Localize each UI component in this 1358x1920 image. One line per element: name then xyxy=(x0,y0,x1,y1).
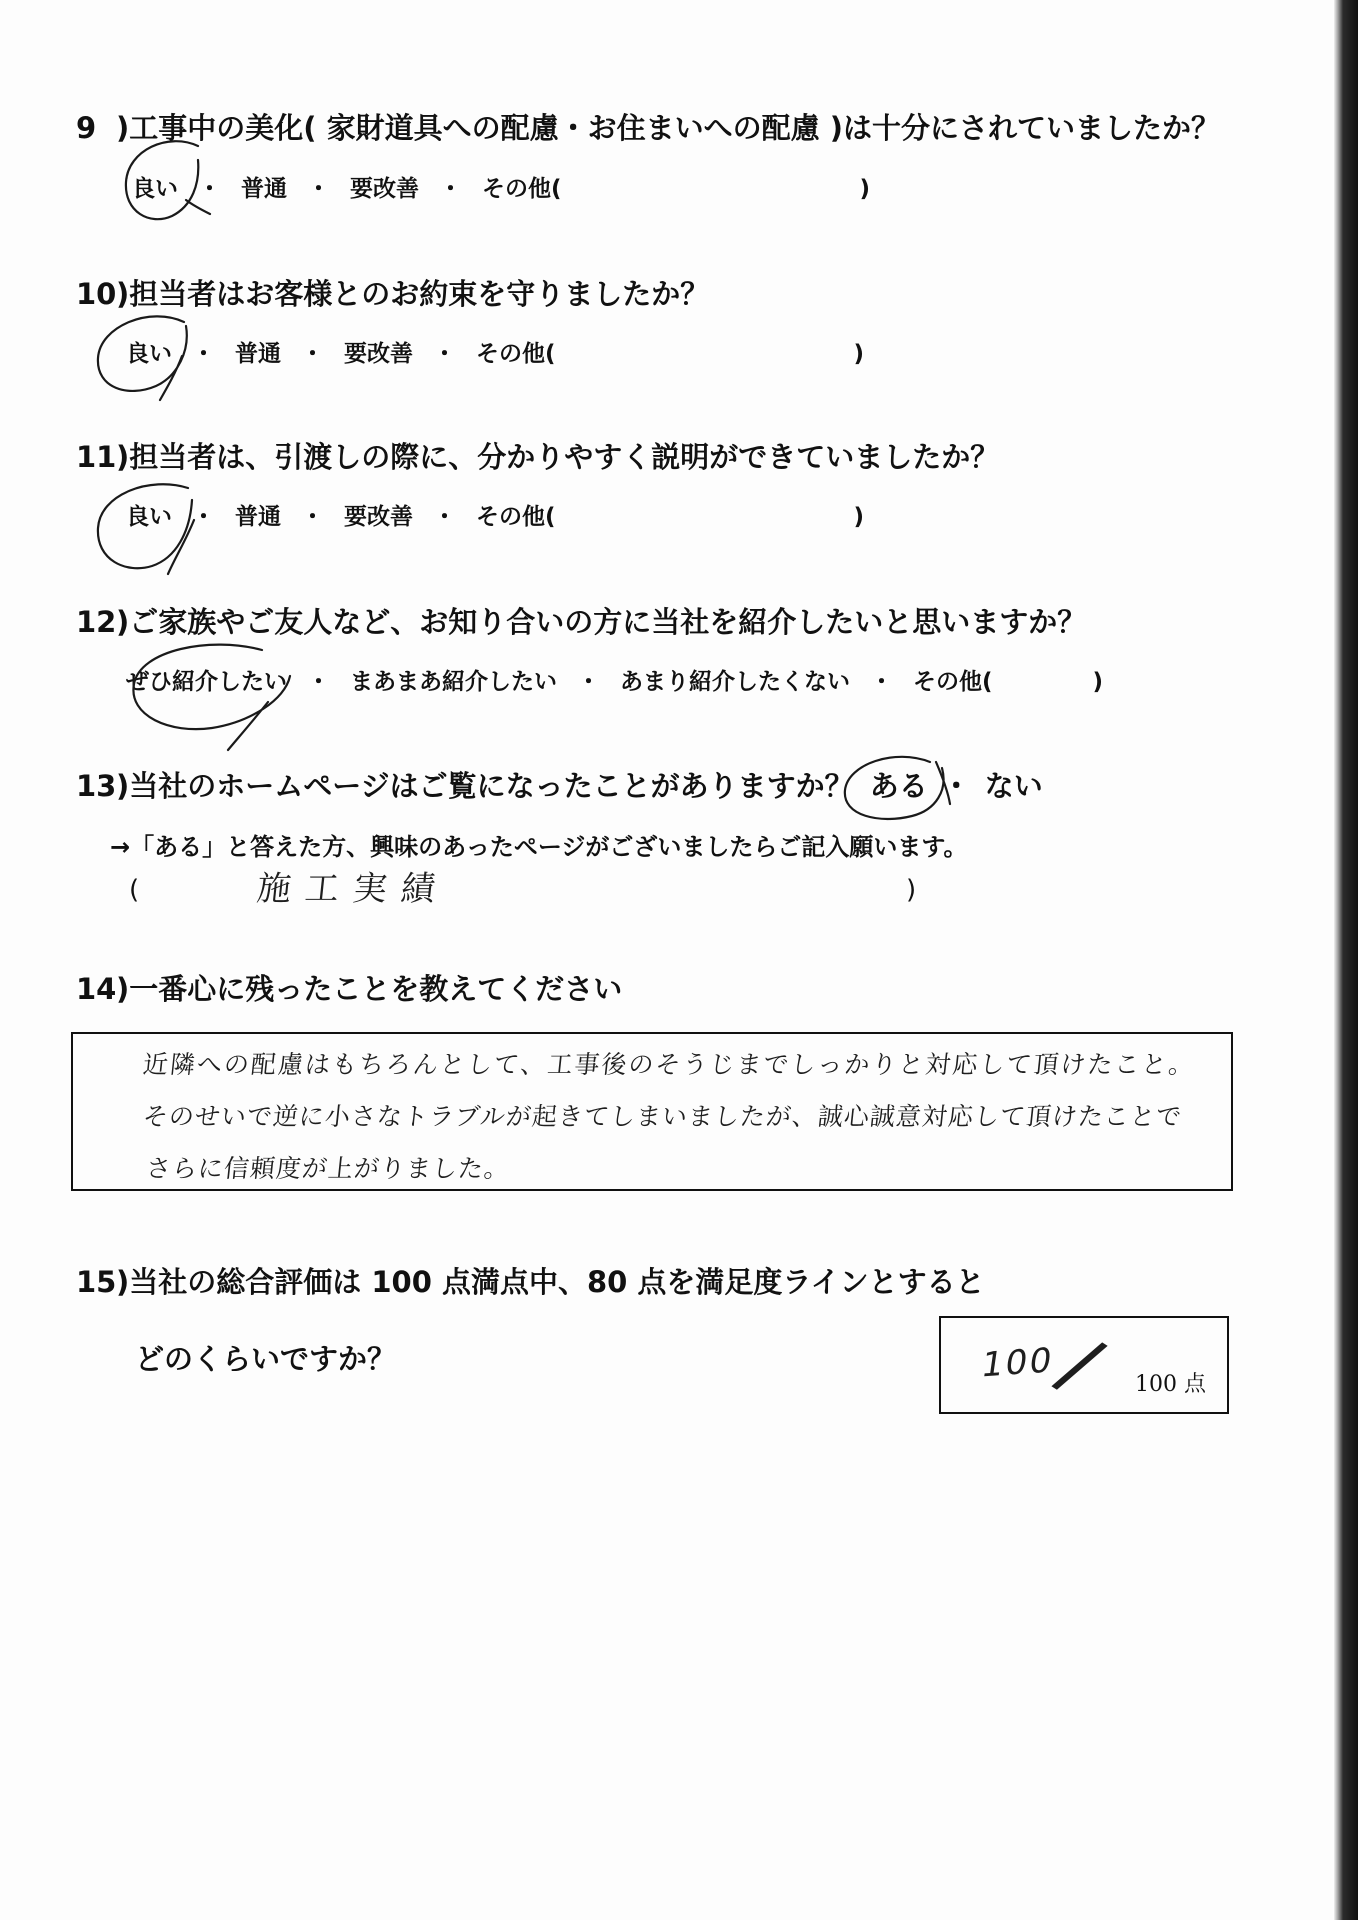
question-text: )ご家族やご友人など、お知り合いの方に当社を紹介したいと思いますか？ xyxy=(116,605,1087,639)
option-separator: ・ xyxy=(192,341,215,367)
option-normal: 普通 xyxy=(235,504,281,530)
option-other: その他( xyxy=(476,504,556,530)
question-number: 14 xyxy=(76,972,117,1006)
question-13-followup: →「ある」と答えた方、興味のあったページがございましたらご記入願います。 xyxy=(110,833,968,861)
option-separator: ・ xyxy=(577,669,600,695)
question-number: 12 xyxy=(76,605,117,639)
handwritten-comment-line: さらに信頼度が上がりました。 xyxy=(144,1154,512,1183)
option-good: 良い xyxy=(126,504,172,530)
question-14-heading xyxy=(76,972,623,1006)
option-normal: 普通 xyxy=(235,341,281,367)
close-paren: ) xyxy=(853,341,865,367)
option-separator: ・ xyxy=(433,504,456,530)
option-yes: ある xyxy=(869,769,928,803)
option-other: その他( xyxy=(482,176,562,202)
handwritten-answer: 施工実績 xyxy=(254,869,452,909)
question-10-heading xyxy=(76,277,710,311)
option-good: 良い xyxy=(132,176,178,202)
handwritten-score: 100 xyxy=(978,1340,1057,1386)
option-separator: ・ xyxy=(301,504,324,530)
question-text: )当社の総合評価は 100 点満点中、80 点を満足度ラインとすると xyxy=(116,1265,985,1299)
option-needs-improvement: 要改善 xyxy=(344,504,413,530)
close-paren: ) xyxy=(1092,669,1104,695)
question-10-options xyxy=(126,343,864,366)
question-15-text-line2: どのくらいですか？ xyxy=(135,1342,397,1376)
close-paren: ) xyxy=(853,504,865,530)
option-somewhat-recommend: まあまあ紹介したい xyxy=(350,669,557,695)
option-separator: ・ xyxy=(307,669,330,695)
question-9-heading xyxy=(76,111,1220,145)
question-text: )当社のホームページはご覧になったことがありますか？ xyxy=(116,769,854,803)
question-number: 9 xyxy=(76,111,97,145)
handwritten-comment-line: そのせいで逆に小さなトラブルが起きてしまいましたが、誠心誠意対応して頂けたことで xyxy=(141,1102,1184,1131)
question-text: )担当者は、引渡しの際に、分かりやすく説明ができていましたか？ xyxy=(116,440,1000,474)
close-paren: ) xyxy=(906,875,917,905)
question-text: )工事中の美化( 家財道具への配慮・お住まいへの配慮 )は十分にされていましたか？ xyxy=(116,111,1220,145)
question-11-options xyxy=(126,506,864,529)
question-text: )一番心に残ったことを教えてください xyxy=(116,972,623,1006)
option-other: その他( xyxy=(913,669,993,695)
question-number: 15 xyxy=(76,1265,117,1299)
question-number: 13 xyxy=(76,769,117,803)
option-separator: ・ xyxy=(941,769,971,803)
option-needs-improvement: 要改善 xyxy=(350,176,419,202)
question-number: 10 xyxy=(76,277,117,311)
selection-circle-q12 xyxy=(133,645,290,750)
question-15-heading xyxy=(76,1265,985,1299)
option-rather-not-recommend: あまり紹介したくない xyxy=(620,669,850,695)
score-slash: / xyxy=(1045,1319,1116,1411)
option-definitely-recommend: ぜひ紹介したい xyxy=(126,669,287,695)
score-box xyxy=(939,1316,1229,1414)
option-normal: 普通 xyxy=(241,176,287,202)
score-max-label: 100 点 xyxy=(1135,1372,1206,1397)
open-paren: ( xyxy=(129,875,140,905)
option-separator: ・ xyxy=(870,669,893,695)
close-paren: ) xyxy=(859,176,871,202)
option-separator: ・ xyxy=(439,176,462,202)
question-9-options xyxy=(132,178,870,201)
question-number: 11 xyxy=(76,440,117,474)
option-separator: ・ xyxy=(301,341,324,367)
option-separator: ・ xyxy=(198,176,221,202)
option-separator: ・ xyxy=(433,341,456,367)
question-11-heading xyxy=(76,440,1000,474)
option-other: その他( xyxy=(476,341,556,367)
option-separator: ・ xyxy=(192,504,215,530)
option-good: 良い xyxy=(126,341,172,367)
handwritten-comment-line: 近隣への配慮はもちろんとして、工事後のそうじまでしっかりと対応して頂けたこと。 xyxy=(141,1050,1198,1079)
option-separator: ・ xyxy=(307,176,330,202)
option-needs-improvement: 要改善 xyxy=(344,341,413,367)
question-text: )担当者はお客様とのお約束を守りましたか？ xyxy=(116,277,710,311)
scan-edge xyxy=(1334,0,1358,1920)
question-12-options xyxy=(126,671,1103,694)
question-13-heading xyxy=(76,769,1043,803)
question-12-heading xyxy=(76,605,1087,639)
option-no: ない xyxy=(984,769,1043,803)
comment-box xyxy=(71,1032,1233,1191)
